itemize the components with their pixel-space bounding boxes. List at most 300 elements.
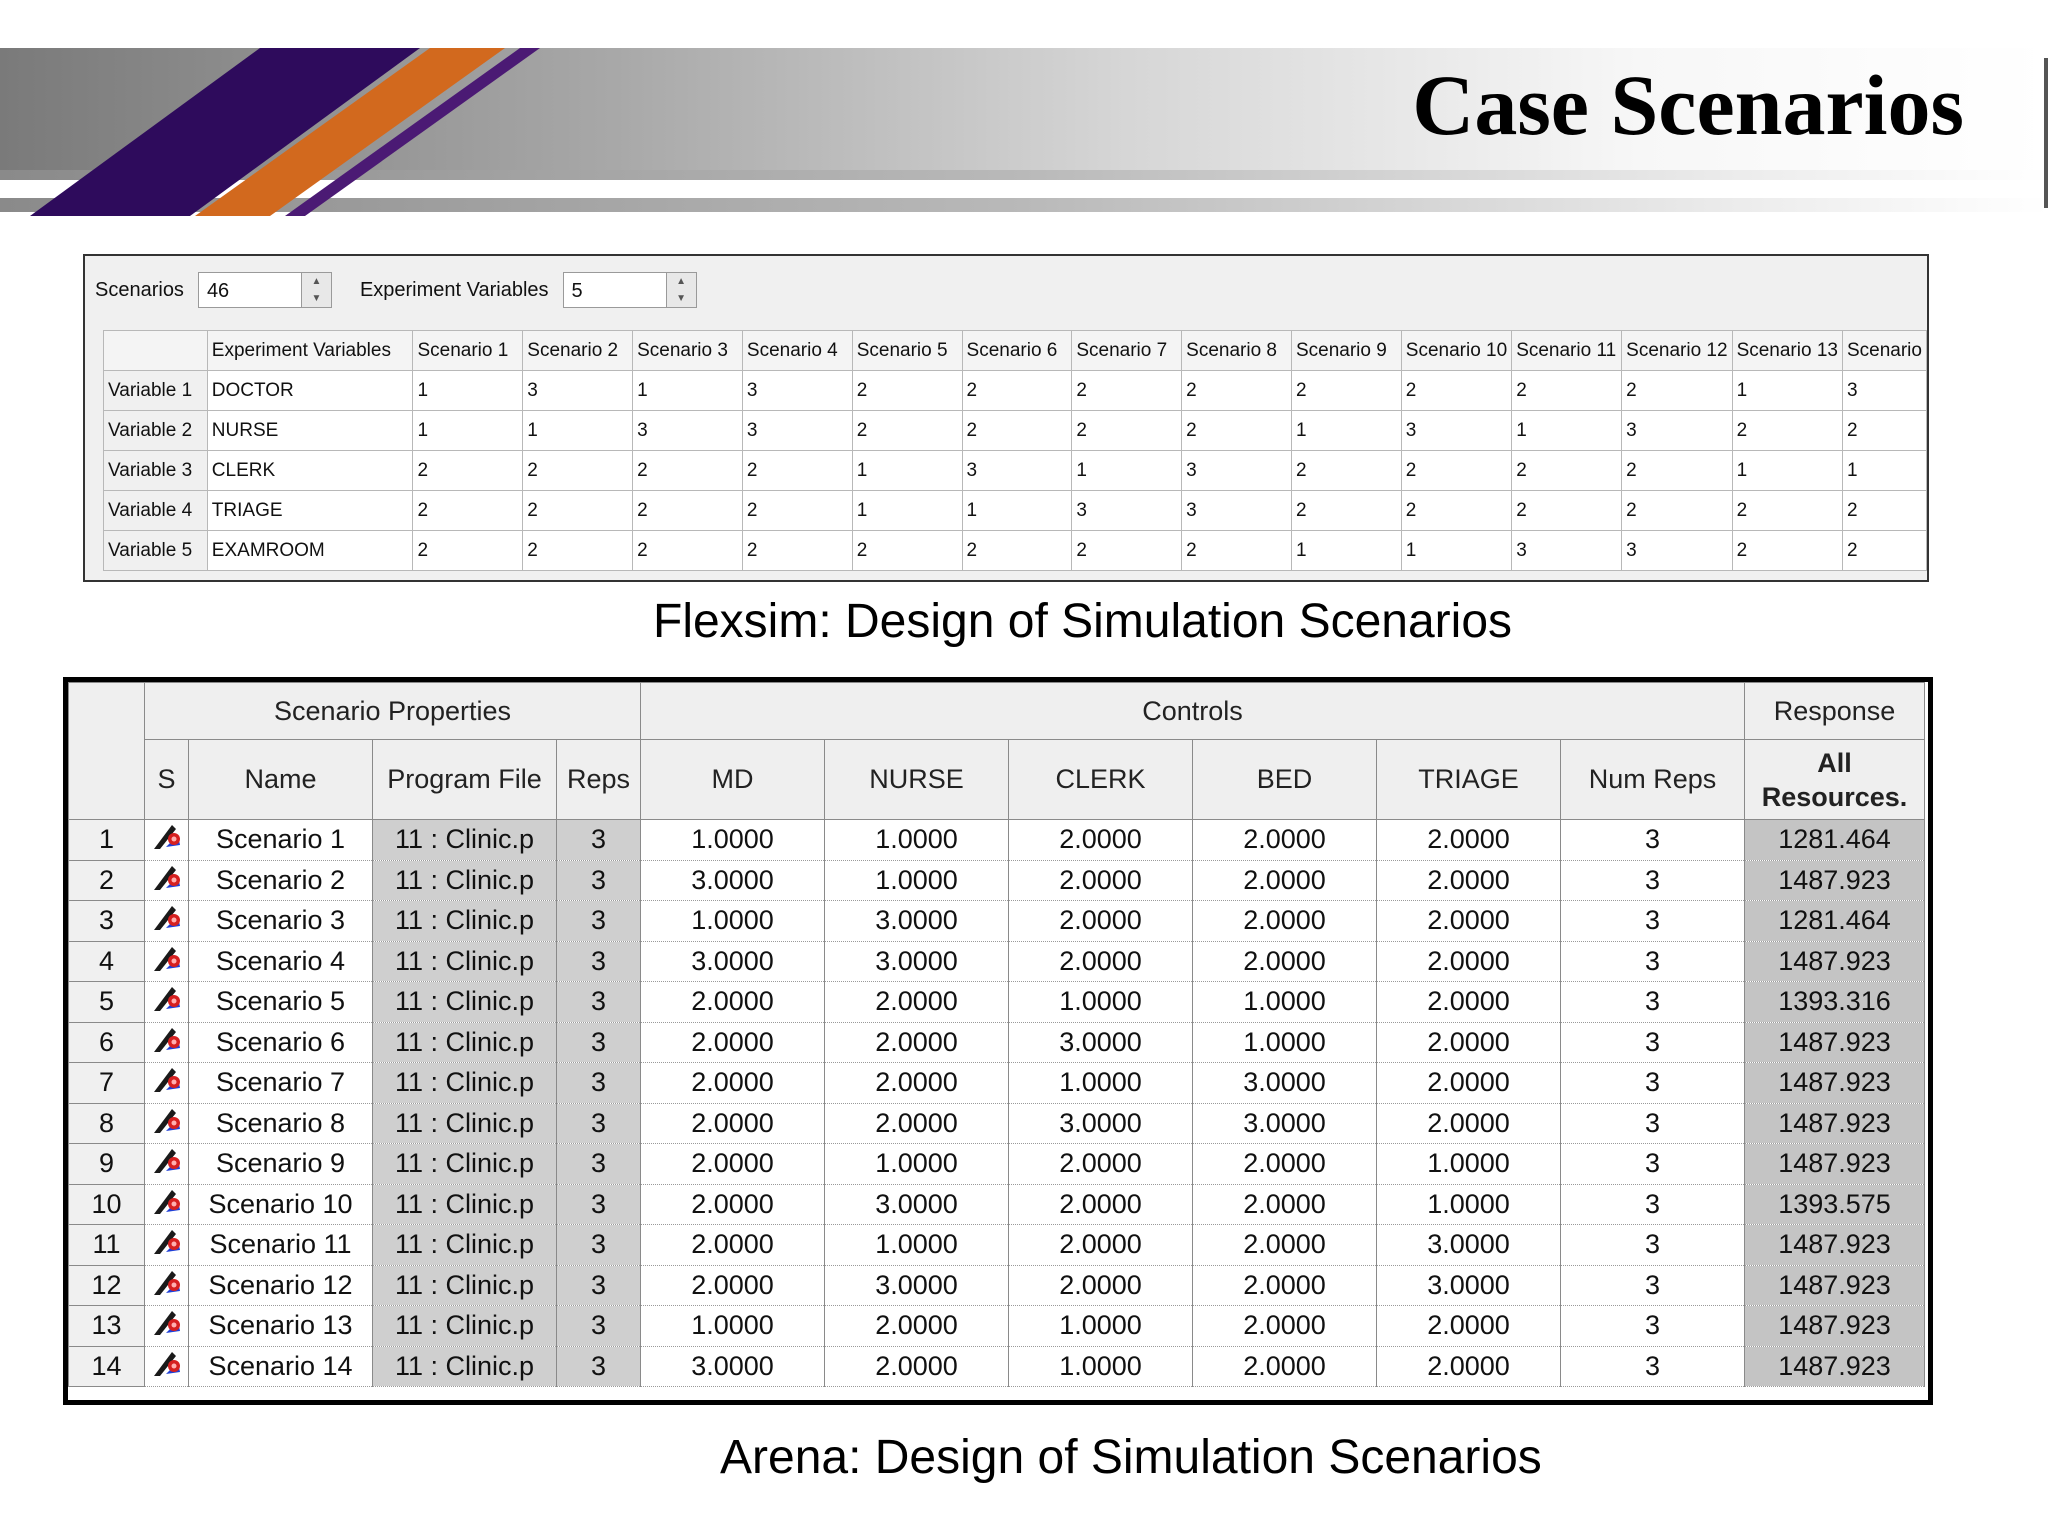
variable-value[interactable]: 1 [1512, 411, 1622, 451]
clerk-value[interactable]: 2.0000 [1009, 1144, 1193, 1185]
variable-value[interactable]: 1 [1842, 451, 1926, 491]
variable-value[interactable]: 2 [1182, 411, 1292, 451]
bed-value[interactable]: 2.0000 [1193, 820, 1377, 861]
variable-value[interactable]: 2 [1512, 451, 1622, 491]
num-reps-value[interactable]: 3 [1561, 1306, 1745, 1347]
program-file[interactable]: 11 : Clinic.p [373, 860, 557, 901]
program-file[interactable]: 11 : Clinic.p [373, 1144, 557, 1185]
variable-label[interactable]: Variable 3 [104, 451, 208, 491]
triage-value[interactable]: 3.0000 [1377, 1265, 1561, 1306]
variable-value[interactable]: 2 [413, 491, 523, 531]
variable-value[interactable]: 2 [852, 411, 962, 451]
reps-value[interactable]: 3 [557, 820, 641, 861]
nurse-value[interactable]: 3.0000 [825, 941, 1009, 982]
all-resources-value[interactable]: 1487.923 [1745, 1144, 1925, 1185]
row-number[interactable]: 4 [69, 941, 145, 982]
row-number[interactable]: 6 [69, 1022, 145, 1063]
num-reps-value[interactable]: 3 [1561, 1346, 1745, 1387]
clerk-value[interactable]: 3.0000 [1009, 1103, 1193, 1144]
variable-value[interactable]: 2 [742, 531, 852, 571]
variable-value[interactable]: 2 [1401, 451, 1511, 491]
variable-value[interactable]: 2 [742, 451, 852, 491]
row-number[interactable]: 10 [69, 1184, 145, 1225]
bed-value[interactable]: 2.0000 [1193, 901, 1377, 942]
col-header-nurse[interactable]: NURSE [825, 740, 1009, 820]
experiment-variables-input[interactable]: 5 [563, 272, 667, 308]
triage-value[interactable]: 2.0000 [1377, 941, 1561, 982]
variable-name[interactable]: DOCTOR [207, 371, 413, 411]
col-header-all-resources[interactable] [1745, 740, 1925, 820]
variable-value[interactable]: 3 [1072, 491, 1182, 531]
scenario-name[interactable]: Scenario 12 [189, 1265, 373, 1306]
num-reps-value[interactable]: 3 [1561, 901, 1745, 942]
program-file[interactable]: 11 : Clinic.p [373, 982, 557, 1023]
md-value[interactable]: 2.0000 [641, 1144, 825, 1185]
triage-value[interactable]: 2.0000 [1377, 1022, 1561, 1063]
scenario-run-icon [150, 902, 184, 932]
num-reps-value[interactable]: 3 [1561, 1103, 1745, 1144]
variable-value[interactable]: 2 [1182, 371, 1292, 411]
variable-value[interactable]: 3 [742, 371, 852, 411]
variable-name[interactable]: NURSE [207, 411, 413, 451]
all-resources-value[interactable]: 1487.923 [1745, 1265, 1925, 1306]
col-header-md[interactable]: MD [641, 740, 825, 820]
program-file[interactable]: 11 : Clinic.p [373, 1184, 557, 1225]
experiment-variables-header[interactable]: Experiment Variables [207, 331, 413, 371]
variable-value[interactable]: 1 [1072, 451, 1182, 491]
clerk-value[interactable]: 1.0000 [1009, 1346, 1193, 1387]
all-resources-value[interactable]: 1281.464 [1745, 820, 1925, 861]
num-reps-value[interactable]: 3 [1561, 941, 1745, 982]
nurse-value[interactable]: 2.0000 [825, 1022, 1009, 1063]
variable-value[interactable]: 2 [1072, 371, 1182, 411]
reps-value[interactable]: 3 [557, 1225, 641, 1266]
scenario-status-icon[interactable] [145, 1144, 189, 1185]
reps-value[interactable]: 3 [557, 901, 641, 942]
scenario-column-header[interactable]: Scenario 5 [852, 331, 962, 371]
col-header-clerk[interactable]: CLERK [1009, 740, 1193, 820]
response-header-line1: All [1817, 747, 1852, 778]
scenario-run-icon [150, 821, 184, 851]
all-resources-value[interactable]: 1487.923 [1745, 1022, 1925, 1063]
triage-value[interactable]: 3.0000 [1377, 1225, 1561, 1266]
all-resources-value[interactable]: 1487.923 [1745, 1103, 1925, 1144]
num-reps-value[interactable]: 3 [1561, 1184, 1745, 1225]
reps-value[interactable]: 3 [557, 1306, 641, 1347]
num-reps-value[interactable]: 3 [1561, 982, 1745, 1023]
scenario-name[interactable]: Scenario 4 [189, 941, 373, 982]
row-number[interactable]: 12 [69, 1265, 145, 1306]
triage-value[interactable]: 2.0000 [1377, 1306, 1561, 1347]
triage-value[interactable]: 2.0000 [1377, 901, 1561, 942]
col-header-s[interactable]: S [145, 740, 189, 820]
variable-value[interactable]: 3 [1401, 411, 1511, 451]
variable-value[interactable]: 3 [742, 411, 852, 451]
bed-value[interactable]: 2.0000 [1193, 1306, 1377, 1347]
reps-value[interactable]: 3 [557, 860, 641, 901]
nurse-value[interactable]: 2.0000 [825, 1346, 1009, 1387]
reps-value[interactable]: 3 [557, 1144, 641, 1185]
scenario-column-header[interactable]: Scenario 12 [1622, 331, 1732, 371]
table-row [69, 860, 1925, 901]
variable-value[interactable]: 3 [1622, 411, 1732, 451]
col-header-reps[interactable]: Reps [557, 740, 641, 820]
nurse-value[interactable]: 2.0000 [825, 982, 1009, 1023]
triage-value[interactable]: 2.0000 [1377, 1346, 1561, 1387]
program-file[interactable]: 11 : Clinic.p [373, 941, 557, 982]
table-row [69, 1306, 1925, 1347]
clerk-value[interactable]: 3.0000 [1009, 1022, 1193, 1063]
md-value[interactable]: 2.0000 [641, 1103, 825, 1144]
variable-value[interactable]: 2 [962, 531, 1072, 571]
num-reps-value[interactable]: 3 [1561, 1144, 1745, 1185]
scenario-column-header[interactable]: Scenario 7 [1072, 331, 1182, 371]
scenario-status-icon[interactable] [145, 1184, 189, 1225]
variable-value[interactable]: 2 [1842, 411, 1926, 451]
triage-value[interactable]: 2.0000 [1377, 820, 1561, 861]
variable-value[interactable]: 1 [413, 371, 523, 411]
variable-row [104, 451, 1927, 491]
row-number[interactable]: 9 [69, 1144, 145, 1185]
row-number[interactable]: 8 [69, 1103, 145, 1144]
variable-value[interactable]: 2 [413, 451, 523, 491]
reps-value[interactable]: 3 [557, 1063, 641, 1104]
variable-value[interactable]: 1 [852, 491, 962, 531]
scenario-name[interactable]: Scenario 10 [189, 1184, 373, 1225]
scenario-column-header[interactable]: Scenario 8 [1182, 331, 1292, 371]
variable-value[interactable]: 2 [633, 531, 743, 571]
nurse-value[interactable]: 2.0000 [825, 1306, 1009, 1347]
scenario-run-icon [150, 862, 184, 892]
variable-label[interactable]: Variable 1 [104, 371, 208, 411]
md-value[interactable]: 1.0000 [641, 820, 825, 861]
col-header-program-file[interactable]: Program File [373, 740, 557, 820]
all-resources-value[interactable]: 1487.923 [1745, 860, 1925, 901]
scenario-name[interactable]: Scenario 14 [189, 1346, 373, 1387]
nurse-value[interactable]: 3.0000 [825, 1265, 1009, 1306]
variable-value[interactable]: 3 [1512, 531, 1622, 571]
variable-value[interactable]: 2 [413, 531, 523, 571]
col-header-triage[interactable]: TRIAGE [1377, 740, 1561, 820]
md-value[interactable]: 3.0000 [641, 860, 825, 901]
variable-value[interactable]: 2 [1732, 491, 1842, 531]
scenario-column-header[interactable]: Scenario 11 [1512, 331, 1622, 371]
bed-value[interactable]: 3.0000 [1193, 1063, 1377, 1104]
variable-value[interactable]: 1 [1291, 531, 1401, 571]
scenario-status-icon[interactable] [145, 941, 189, 982]
clerk-value[interactable]: 2.0000 [1009, 941, 1193, 982]
experiment-variables-spinner[interactable] [563, 272, 697, 308]
scenario-status-icon[interactable] [145, 1022, 189, 1063]
scenario-name[interactable]: Scenario 5 [189, 982, 373, 1023]
row-number[interactable]: 7 [69, 1063, 145, 1104]
row-number[interactable]: 13 [69, 1306, 145, 1347]
scenario-status-icon[interactable] [145, 1225, 189, 1266]
variable-value[interactable]: 2 [962, 411, 1072, 451]
num-reps-value[interactable]: 3 [1561, 1225, 1745, 1266]
variable-value[interactable]: 2 [1401, 491, 1511, 531]
bed-value[interactable]: 2.0000 [1193, 860, 1377, 901]
scenario-name[interactable]: Scenario 7 [189, 1063, 373, 1104]
scenario-name[interactable]: Scenario 1 [189, 820, 373, 861]
variable-row [104, 531, 1927, 571]
spin-up-icon[interactable]: ▲ [676, 276, 686, 287]
clerk-value[interactable]: 2.0000 [1009, 1184, 1193, 1225]
program-file[interactable]: 11 : Clinic.p [373, 1306, 557, 1347]
all-resources-value[interactable]: 1487.923 [1745, 1225, 1925, 1266]
spin-up-icon[interactable]: ▲ [311, 276, 322, 287]
variable-value[interactable]: 1 [1732, 451, 1842, 491]
reps-value[interactable]: 3 [557, 1184, 641, 1225]
triage-value[interactable]: 2.0000 [1377, 1063, 1561, 1104]
nurse-value[interactable]: 2.0000 [825, 1103, 1009, 1144]
variable-value[interactable]: 2 [1512, 491, 1622, 531]
scenario-name[interactable]: Scenario 6 [189, 1022, 373, 1063]
all-resources-value[interactable]: 1487.923 [1745, 941, 1925, 982]
all-resources-value[interactable]: 1487.923 [1745, 1063, 1925, 1104]
bed-value[interactable]: 2.0000 [1193, 1184, 1377, 1225]
variable-value[interactable]: 1 [633, 371, 743, 411]
variable-value[interactable]: 2 [1842, 491, 1926, 531]
slide-title: Case Scenarios [1412, 57, 1964, 153]
clerk-value[interactable]: 2.0000 [1009, 901, 1193, 942]
variable-value[interactable]: 2 [1842, 531, 1926, 571]
program-file[interactable]: 11 : Clinic.p [373, 1265, 557, 1306]
scenarios-input[interactable]: 46 [198, 272, 302, 308]
md-value[interactable]: 1.0000 [641, 1306, 825, 1347]
nurse-value[interactable]: 1.0000 [825, 1225, 1009, 1266]
scenario-name[interactable]: Scenario 2 [189, 860, 373, 901]
variable-name[interactable]: CLERK [207, 451, 413, 491]
col-header-num-reps[interactable]: Num Reps [1561, 740, 1745, 820]
clerk-value[interactable]: 2.0000 [1009, 1265, 1193, 1306]
clerk-value[interactable]: 2.0000 [1009, 820, 1193, 861]
all-resources-value[interactable]: 1281.464 [1745, 901, 1925, 942]
variable-value[interactable]: 2 [1622, 451, 1732, 491]
row-number[interactable]: 11 [69, 1225, 145, 1266]
variable-value[interactable]: 2 [1291, 451, 1401, 491]
nurse-value[interactable]: 1.0000 [825, 820, 1009, 861]
variable-value[interactable]: 1 [1291, 411, 1401, 451]
variable-value[interactable]: 3 [633, 411, 743, 451]
num-reps-value[interactable]: 3 [1561, 1063, 1745, 1104]
clerk-value[interactable]: 2.0000 [1009, 860, 1193, 901]
scenario-column-header[interactable]: Scenario 1 [413, 331, 523, 371]
md-value[interactable]: 2.0000 [641, 982, 825, 1023]
program-file[interactable]: 11 : Clinic.p [373, 1225, 557, 1266]
scenario-status-icon[interactable] [145, 1346, 189, 1387]
md-value[interactable]: 2.0000 [641, 1265, 825, 1306]
variable-value[interactable]: 1 [852, 451, 962, 491]
scenario-name[interactable]: Scenario 3 [189, 901, 373, 942]
row-number[interactable]: 2 [69, 860, 145, 901]
nurse-value[interactable]: 1.0000 [825, 860, 1009, 901]
variable-value[interactable]: 1 [962, 491, 1072, 531]
variable-value[interactable]: 2 [1512, 371, 1622, 411]
triage-value[interactable]: 2.0000 [1377, 1103, 1561, 1144]
program-file[interactable]: 11 : Clinic.p [373, 1063, 557, 1104]
program-file[interactable]: 11 : Clinic.p [373, 820, 557, 861]
bed-value[interactable]: 3.0000 [1193, 1103, 1377, 1144]
md-value[interactable]: 2.0000 [641, 1184, 825, 1225]
md-value[interactable]: 3.0000 [641, 941, 825, 982]
scenario-name[interactable]: Scenario 9 [189, 1144, 373, 1185]
triage-value[interactable]: 1.0000 [1377, 1144, 1561, 1185]
triage-value[interactable]: 2.0000 [1377, 860, 1561, 901]
variable-value[interactable]: 2 [1732, 531, 1842, 571]
variable-value[interactable]: 2 [523, 491, 633, 531]
reps-value[interactable]: 3 [557, 982, 641, 1023]
all-resources-value[interactable]: 1487.923 [1745, 1306, 1925, 1347]
spin-down-icon[interactable]: ▼ [676, 293, 686, 304]
variable-value[interactable]: 3 [1182, 451, 1292, 491]
variable-value[interactable]: 1 [413, 411, 523, 451]
reps-value[interactable]: 3 [557, 1346, 641, 1387]
scenario-column-header[interactable]: Scenario 3 [633, 331, 743, 371]
variable-value[interactable]: 2 [633, 451, 743, 491]
variable-label[interactable]: Variable 4 [104, 491, 208, 531]
variable-label[interactable]: Variable 2 [104, 411, 208, 451]
triage-value[interactable]: 2.0000 [1377, 982, 1561, 1023]
row-number[interactable]: 14 [69, 1346, 145, 1387]
scenario-status-icon[interactable] [145, 901, 189, 942]
variable-value[interactable]: 2 [852, 531, 962, 571]
variable-value[interactable]: 2 [1401, 371, 1511, 411]
nurse-value[interactable]: 2.0000 [825, 1063, 1009, 1104]
scenario-status-icon[interactable] [145, 1063, 189, 1104]
scenario-column-header[interactable]: Scenario 9 [1291, 331, 1401, 371]
scenario-status-icon[interactable] [145, 982, 189, 1023]
program-file[interactable]: 11 : Clinic.p [373, 1346, 557, 1387]
variable-value[interactable]: 3 [523, 371, 633, 411]
scenario-name[interactable]: Scenario 13 [189, 1306, 373, 1347]
num-reps-value[interactable]: 3 [1561, 860, 1745, 901]
table-row [69, 1346, 1925, 1387]
bed-value[interactable]: 2.0000 [1193, 941, 1377, 982]
variable-value[interactable]: 3 [962, 451, 1072, 491]
scenario-column-header[interactable]: Scenario 4 [742, 331, 852, 371]
reps-value[interactable]: 3 [557, 1265, 641, 1306]
corner-header [104, 331, 208, 371]
num-reps-value[interactable]: 3 [1561, 820, 1745, 861]
variable-value[interactable]: 2 [962, 371, 1072, 411]
response-header: Response [1745, 683, 1925, 740]
nurse-value[interactable]: 3.0000 [825, 1184, 1009, 1225]
variable-value[interactable]: 2 [1622, 371, 1732, 411]
scenario-name[interactable]: Scenario 8 [189, 1103, 373, 1144]
program-file[interactable]: 11 : Clinic.p [373, 1022, 557, 1063]
variable-value[interactable]: 2 [852, 371, 962, 411]
bed-value[interactable]: 2.0000 [1193, 1346, 1377, 1387]
all-resources-value[interactable]: 1393.316 [1745, 982, 1925, 1023]
arena-panel [63, 677, 1933, 1405]
variable-value[interactable]: 2 [1291, 491, 1401, 531]
scenario-column-header[interactable]: Scenario [1842, 331, 1926, 371]
table-row [69, 1184, 1925, 1225]
row-number[interactable]: 3 [69, 901, 145, 942]
spin-down-icon[interactable]: ▼ [311, 293, 322, 304]
clerk-value[interactable]: 2.0000 [1009, 1225, 1193, 1266]
clerk-value[interactable]: 1.0000 [1009, 982, 1193, 1023]
scenario-run-icon [150, 1307, 184, 1337]
variable-label[interactable]: Variable 5 [104, 531, 208, 571]
bed-value[interactable]: 2.0000 [1193, 1225, 1377, 1266]
variable-value[interactable]: 2 [1291, 371, 1401, 411]
scenarios-spinner[interactable] [198, 272, 332, 308]
reps-value[interactable]: 3 [557, 1103, 641, 1144]
variable-value[interactable]: 2 [523, 451, 633, 491]
num-reps-value[interactable]: 3 [1561, 1265, 1745, 1306]
triage-value[interactable]: 1.0000 [1377, 1184, 1561, 1225]
variable-value[interactable]: 2 [1072, 531, 1182, 571]
program-file[interactable]: 11 : Clinic.p [373, 1103, 557, 1144]
md-value[interactable]: 2.0000 [641, 1225, 825, 1266]
variable-value[interactable]: 1 [1401, 531, 1511, 571]
nurse-value[interactable]: 3.0000 [825, 901, 1009, 942]
scenario-status-icon[interactable] [145, 820, 189, 861]
variable-value[interactable]: 3 [1842, 371, 1926, 411]
col-header-name[interactable]: Name [189, 740, 373, 820]
row-number[interactable]: 1 [69, 820, 145, 861]
variable-value[interactable]: 2 [1732, 411, 1842, 451]
all-resources-value[interactable]: 1393.575 [1745, 1184, 1925, 1225]
variable-value[interactable]: 2 [1072, 411, 1182, 451]
md-value[interactable]: 2.0000 [641, 1022, 825, 1063]
scenario-status-icon[interactable] [145, 1306, 189, 1347]
variable-value[interactable]: 3 [1622, 531, 1732, 571]
all-resources-value[interactable]: 1487.923 [1745, 1346, 1925, 1387]
md-value[interactable]: 1.0000 [641, 901, 825, 942]
scenario-properties-header: Scenario Properties [145, 683, 641, 740]
md-value[interactable]: 2.0000 [641, 1063, 825, 1104]
reps-value[interactable]: 3 [557, 941, 641, 982]
row-number[interactable]: 5 [69, 982, 145, 1023]
bed-value[interactable]: 2.0000 [1193, 1144, 1377, 1185]
variable-name[interactable]: TRIAGE [207, 491, 413, 531]
nurse-value[interactable]: 1.0000 [825, 1144, 1009, 1185]
table-row [69, 1225, 1925, 1266]
variable-value[interactable]: 2 [633, 491, 743, 531]
variable-value[interactable]: 2 [523, 531, 633, 571]
reps-value[interactable]: 3 [557, 1022, 641, 1063]
col-header-bed[interactable]: BED [1193, 740, 1377, 820]
num-reps-value[interactable]: 3 [1561, 1022, 1745, 1063]
scenario-name[interactable]: Scenario 11 [189, 1225, 373, 1266]
scenario-status-icon[interactable] [145, 1265, 189, 1306]
scenario-status-icon[interactable] [145, 1103, 189, 1144]
scenario-status-icon[interactable] [145, 860, 189, 901]
variable-value[interactable]: 3 [1182, 491, 1292, 531]
program-file[interactable]: 11 : Clinic.p [373, 901, 557, 942]
clerk-value[interactable]: 1.0000 [1009, 1063, 1193, 1104]
variable-value[interactable]: 1 [523, 411, 633, 451]
variable-value[interactable]: 2 [1182, 531, 1292, 571]
scenario-column-header[interactable]: Scenario 13 [1732, 331, 1842, 371]
bed-value[interactable]: 1.0000 [1193, 1022, 1377, 1063]
bed-value[interactable]: 2.0000 [1193, 1265, 1377, 1306]
scenario-column-header[interactable]: Scenario 2 [523, 331, 633, 371]
variable-name[interactable]: EXAMROOM [207, 531, 413, 571]
variable-value[interactable]: 1 [1732, 371, 1842, 411]
bed-value[interactable]: 1.0000 [1193, 982, 1377, 1023]
scenario-column-header[interactable]: Scenario 10 [1401, 331, 1511, 371]
clerk-value[interactable]: 1.0000 [1009, 1306, 1193, 1347]
md-value[interactable]: 3.0000 [641, 1346, 825, 1387]
variable-value[interactable]: 2 [742, 491, 852, 531]
scenario-column-header[interactable]: Scenario 6 [962, 331, 1072, 371]
variable-value[interactable]: 2 [1622, 491, 1732, 531]
scenarios-label: Scenarios [95, 278, 184, 301]
